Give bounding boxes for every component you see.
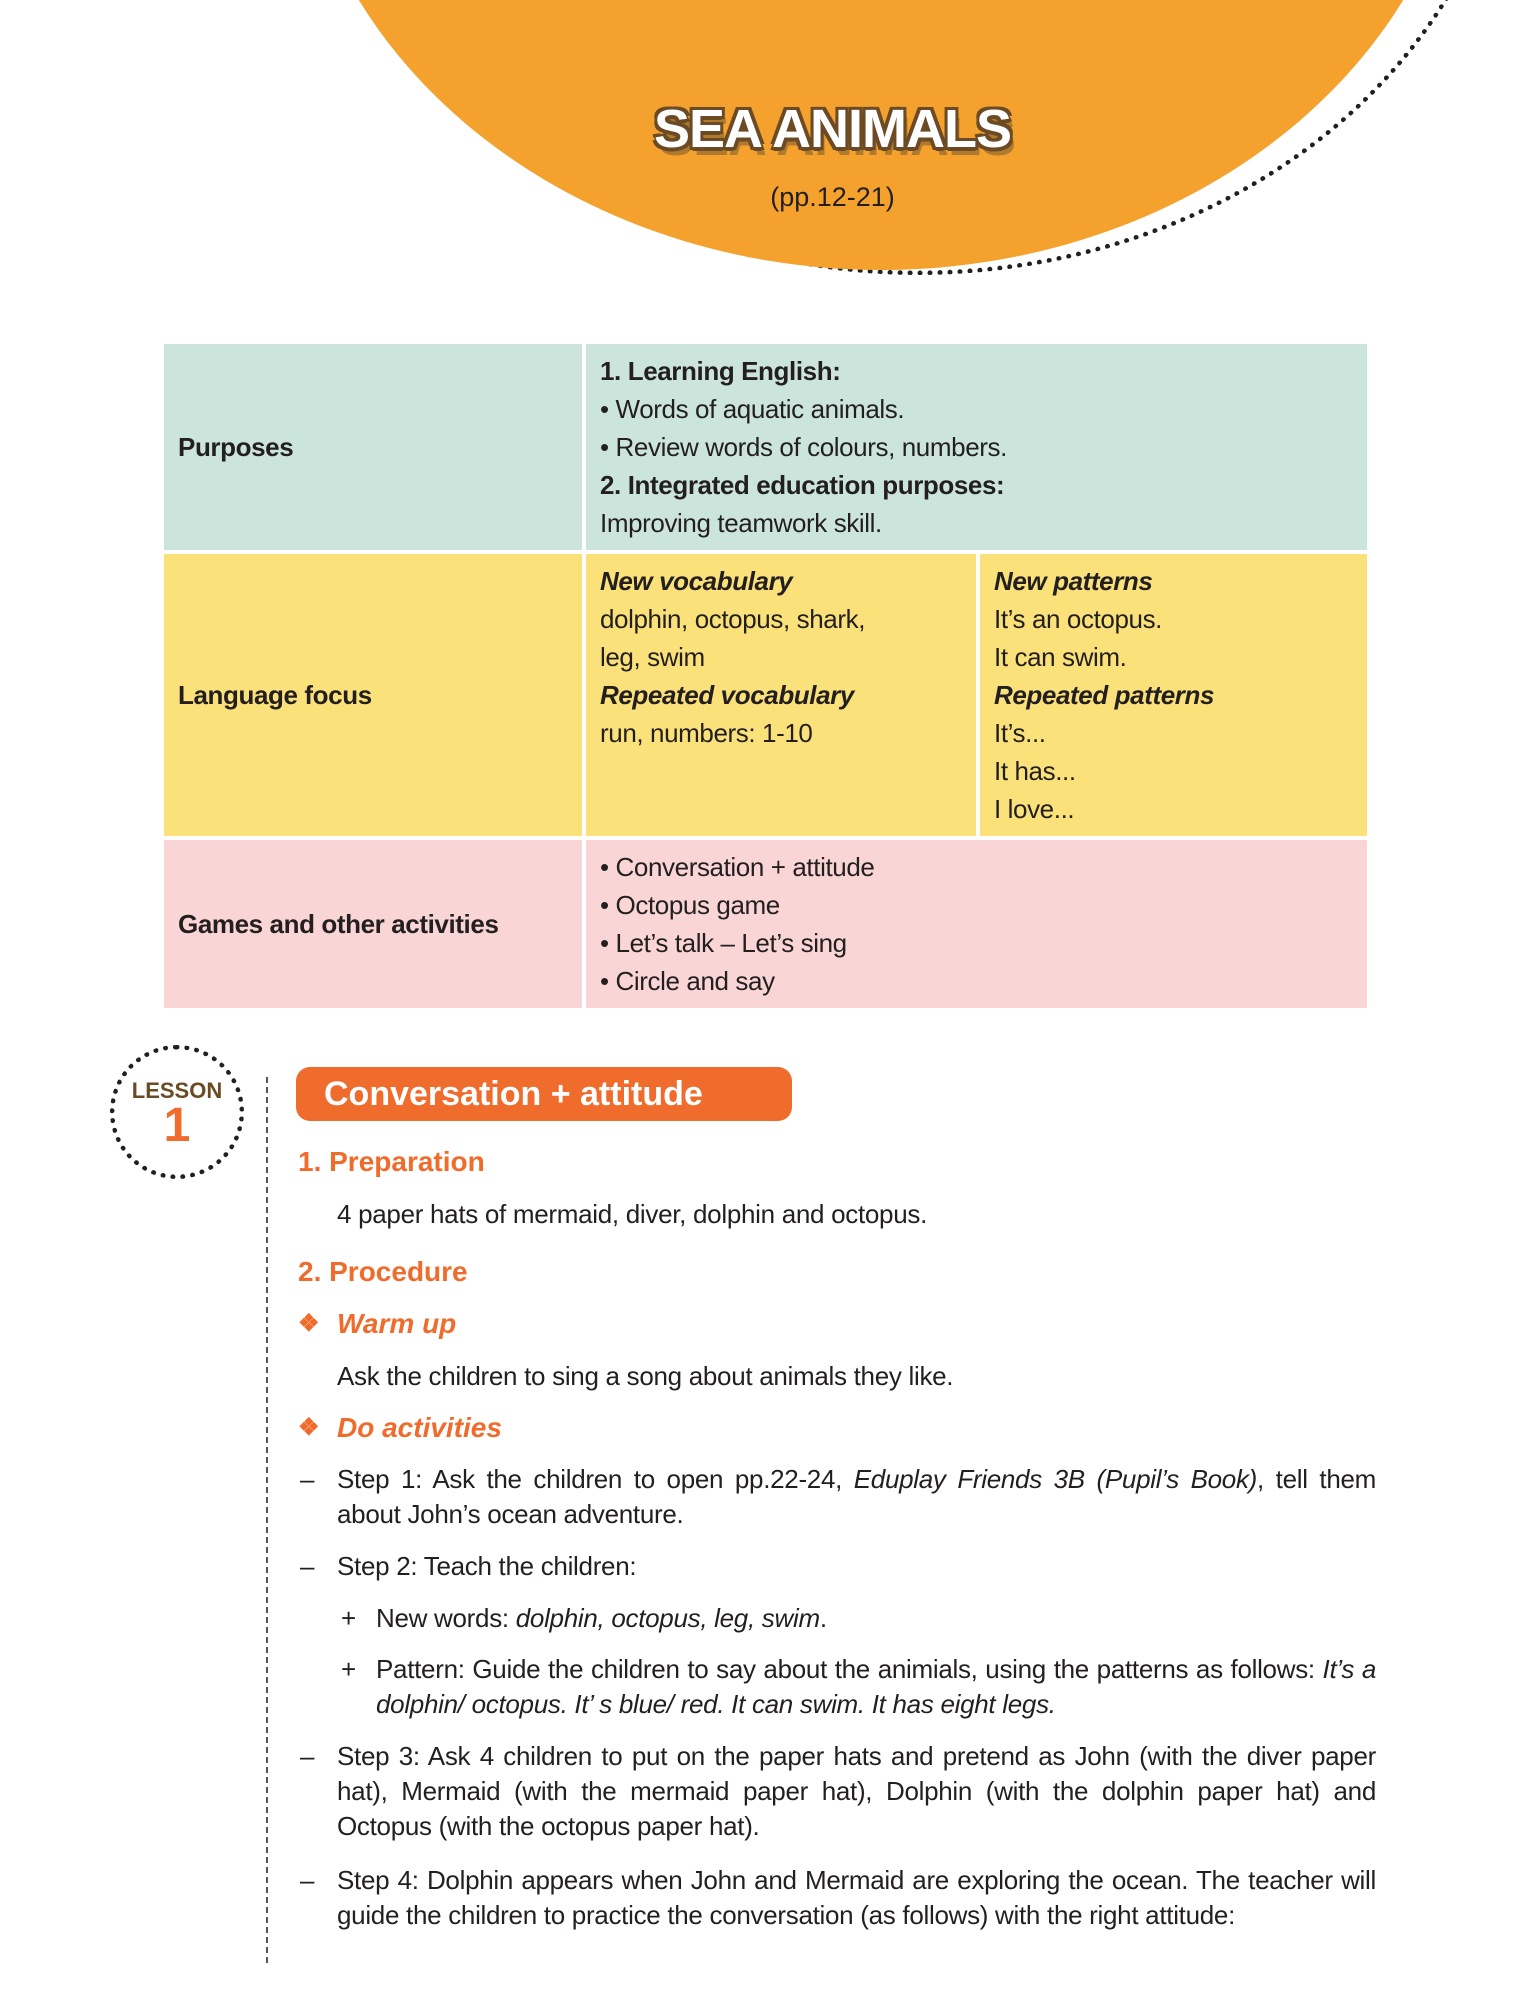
- purposes-row: [162, 342, 1369, 552]
- step-text: Step 1: Ask the children to open pp.22-24,: [337, 1464, 854, 1494]
- dash-marker: –: [300, 1865, 315, 1895]
- pattern-line: It can swim.: [994, 642, 1127, 672]
- sub-new-words: [376, 1601, 1376, 1636]
- preparation-text: 4 paper hats of mermaid, diver, dolphin and octopus.: [337, 1199, 927, 1229]
- pattern-line: It’s...: [994, 718, 1046, 748]
- purposes-heading-2: 2. Integrated education purposes:: [600, 470, 1005, 500]
- sub-text: Pattern: Guide the children to say about the animials, using the patterns as follows:: [376, 1654, 1323, 1684]
- list-item: • Review words of colours, numbers.: [600, 428, 1353, 466]
- games-row: [162, 838, 1369, 1010]
- pattern-line: I love...: [994, 794, 1075, 824]
- warmup-heading: Warm up: [337, 1308, 457, 1339]
- new-vocab-title: New vocabulary: [600, 566, 793, 596]
- list-item: • Conversation + attitude: [600, 848, 1353, 886]
- sub-patterns: It’s a dolphin/ octopus. It’ s blue/ red. It can swim. It has eight legs.: [376, 1654, 1376, 1719]
- dash-marker: –: [300, 1464, 315, 1494]
- purposes-text: Improving teamwork skill.: [600, 508, 882, 538]
- step-3: Step 3: Ask 4 children to put on the paper hats and pretend as John (with the diver paper hat), Mermaid (with the mermaid paper hat), Dolphin (with the dolphin paper hat) and Octopus (with the octopus paper hat).: [337, 1741, 1376, 1841]
- dashed-divider: [266, 1077, 268, 1963]
- lesson-number: 1: [163, 1099, 191, 1152]
- games-label: Games and other activities: [162, 838, 584, 1010]
- list-item: • Let’s talk – Let’s sing: [600, 924, 1353, 962]
- book-title: Eduplay Friends 3B (Pupil’s Book): [853, 1464, 1258, 1494]
- sub-pattern: [376, 1652, 1376, 1722]
- pattern-line: It has...: [994, 756, 1076, 786]
- list-item: • Circle and say: [600, 962, 1353, 1000]
- page-range: (pp.12-21): [770, 182, 895, 212]
- sub-text: .: [819, 1603, 827, 1633]
- vocab-line: leg, swim: [600, 642, 705, 672]
- language-focus-row: [162, 552, 1369, 838]
- step-1: [337, 1462, 1376, 1532]
- pattern-line: It’s an octopus.: [994, 604, 1163, 634]
- rep-vocab-title: Repeated vocabulary: [600, 680, 854, 710]
- overview-table: [160, 340, 1371, 1012]
- new-patterns-title: New patterns: [994, 566, 1153, 596]
- lesson-badge: [110, 1045, 244, 1179]
- purposes-content: [584, 342, 1369, 552]
- sub-words: dolphin, octopus, leg, swim: [515, 1603, 820, 1633]
- purposes-label: Purposes: [162, 342, 584, 552]
- procedure-heading: 2. Procedure: [298, 1256, 468, 1287]
- list-item: • Words of aquatic animals.: [600, 390, 1353, 428]
- step-2: Step 2: Teach the children:: [337, 1551, 637, 1581]
- step-text: , tell them about John’s ocean adventure.: [337, 1464, 1376, 1529]
- vocab-line: run, numbers: 1-10: [600, 718, 813, 748]
- language-focus-label: Language focus: [162, 552, 584, 838]
- list-item: • Octopus game: [600, 886, 1353, 924]
- rep-patterns-title: Repeated patterns: [994, 680, 1215, 710]
- dash-marker: –: [300, 1741, 315, 1771]
- step-4: Step 4: Dolphin appears when John and Mermaid are exploring the ocean. The teacher will guide the children to practice the conversation (as follows) with the right attitude:: [337, 1865, 1376, 1930]
- lesson-word: LESSON: [131, 1078, 223, 1103]
- plus-marker: +: [341, 1654, 357, 1684]
- diamond-icon: ❖: [298, 1310, 320, 1337]
- dash-marker: –: [300, 1551, 315, 1581]
- warmup-text: Ask the children to sing a song about animals they like.: [337, 1361, 954, 1391]
- preparation-heading: 1. Preparation: [298, 1146, 485, 1177]
- unit-title: SEA ANIMALS: [653, 99, 1011, 159]
- activities-heading: Do activities: [337, 1412, 502, 1443]
- lesson-title: Conversation + attitude: [296, 1067, 792, 1121]
- purposes-heading-1: 1. Learning English:: [600, 356, 841, 386]
- vocabulary-cell: [584, 552, 978, 838]
- games-content: [584, 838, 1369, 1010]
- diamond-icon: ❖: [298, 1414, 320, 1441]
- plus-marker: +: [341, 1603, 357, 1633]
- vocab-line: dolphin, octopus, shark,: [600, 604, 866, 634]
- patterns-cell: [978, 552, 1369, 838]
- sub-text: New words:: [376, 1603, 516, 1633]
